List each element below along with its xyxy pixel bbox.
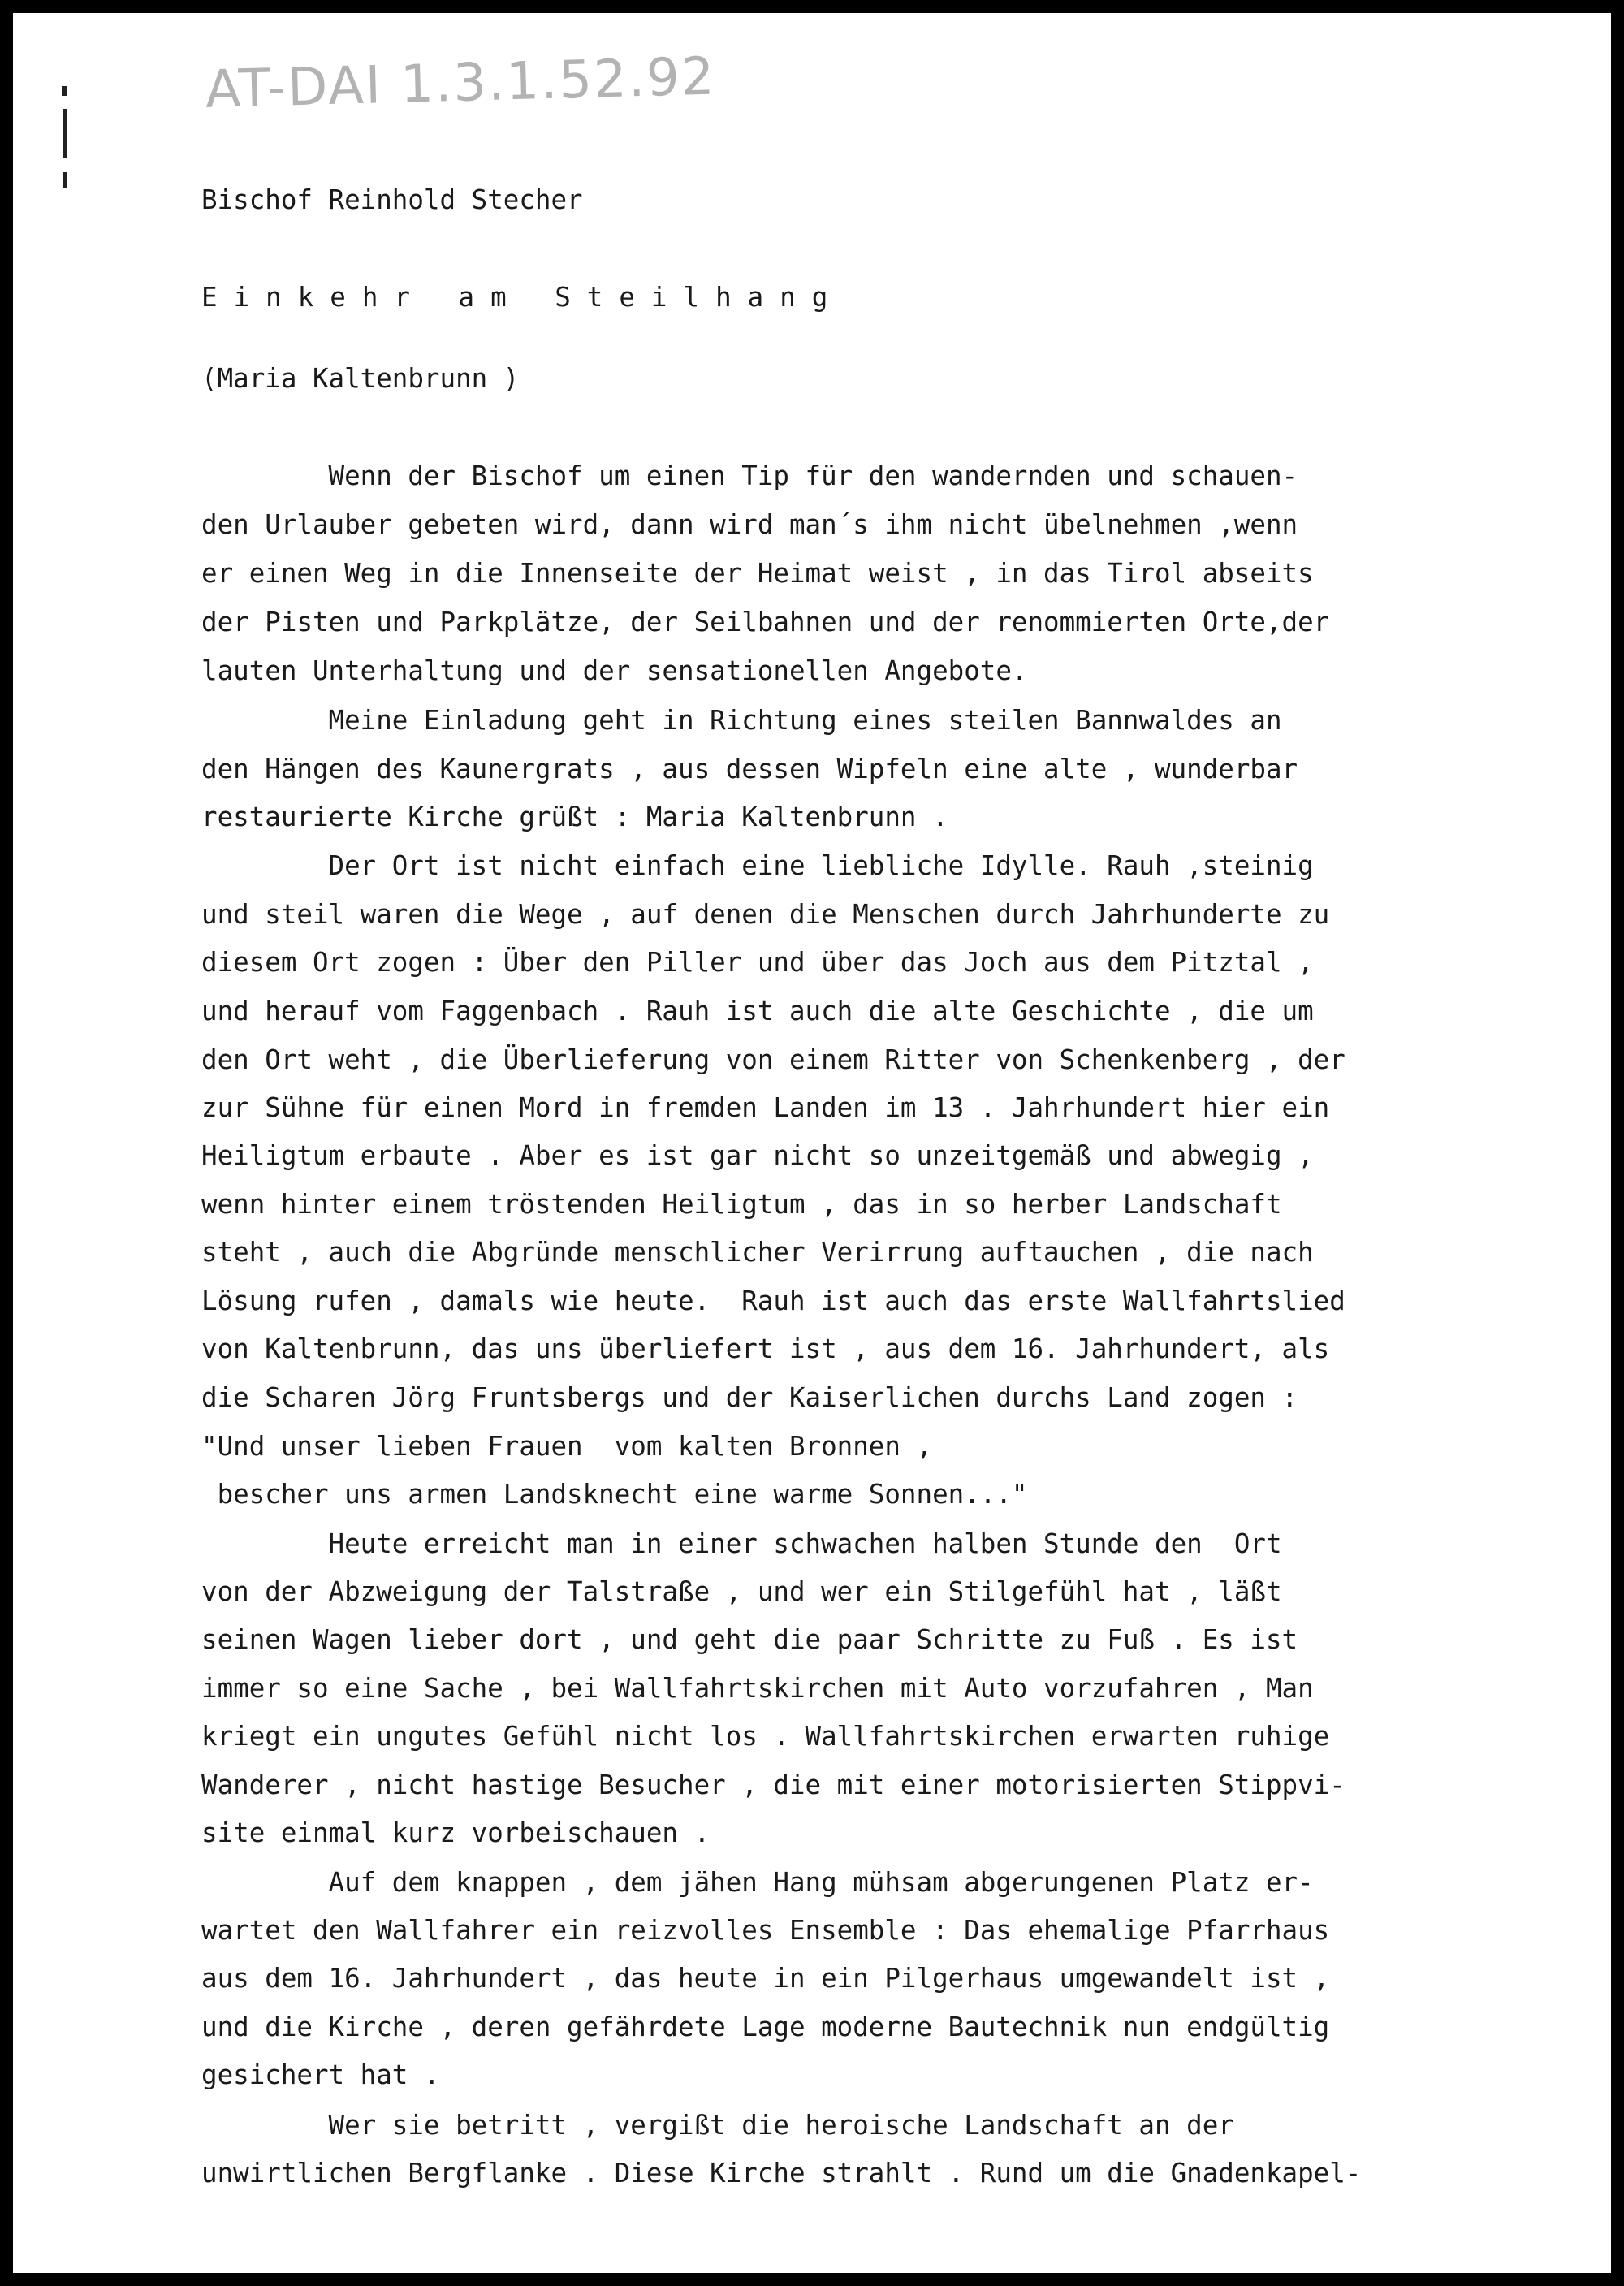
body-line: steht , auch die Abgründe menschlicher Verirrung auftauchen , die nach — [201, 1237, 1314, 1268]
body-line: Heute erreicht man in einer schwachen halben Stunde den Ort — [201, 1528, 1282, 1559]
body-line: Lösung rufen , damals wie heute. Rauh ist auch das erste Wallfahrtslied — [201, 1286, 1345, 1316]
margin-mark — [62, 86, 67, 96]
author-line: Bischof Reinhold Stecher — [201, 184, 583, 215]
body-line: bescher uns armen Landsknecht eine warme Sonnen..." — [201, 1479, 1028, 1510]
body-line: den Ort weht , die Überlieferung von einem Ritter von Schenkenberg , der — [201, 1044, 1345, 1075]
document-text — [201, 13, 1598, 2189]
body-line: und die Kirche , deren gefährdete Lage moderne Bautechnik nun endgültig — [201, 2012, 1330, 2042]
body-line: Wer sie betritt , vergißt die heroische Landschaft an der — [201, 2110, 1234, 2141]
body-line: Auf dem knappen , dem jähen Hang mühsam abgerungenen Platz er- — [201, 1867, 1314, 1898]
body-line: er einen Weg in die Innenseite der Heimat weist , in das Tirol abseits — [201, 558, 1314, 589]
body-line: immer so eine Sache , bei Wallfahrtskirchen mit Auto vorzufahren , Man — [201, 1673, 1314, 1704]
body-line: und steil waren die Wege , auf denen die Menschen durch Jahrhunderte zu — [201, 899, 1330, 930]
archive-signature: AT-DAI 1.3.1.52.92 — [205, 46, 717, 120]
body-line: wartet den Wallfahrer ein reizvolles Ensemble : Das ehemalige Pfarrhaus — [201, 1915, 1330, 1946]
body-line: "Und unser lieben Frauen vom kalten Bronnen , — [201, 1431, 933, 1462]
margin-mark — [63, 109, 67, 158]
body-line: den Urlauber gebeten wird, dann wird man´s ihm nicht übelnehmen ,wenn — [201, 509, 1298, 540]
body-line: und herauf vom Faggenbach . Rauh ist auch die alte Geschichte , die um — [201, 996, 1314, 1026]
document-title: Einkehr am Steilhang — [201, 282, 844, 313]
body-line: site einmal kurz vorbeischauen . — [201, 1817, 710, 1848]
body-line: unwirtlichen Bergflanke . Diese Kirche strahlt . Rund um die Gnadenkapel- — [201, 2158, 1362, 2189]
body-line: Der Ort ist nicht einfach eine liebliche Idylle. Rauh ,steinig — [201, 850, 1314, 881]
body-line: diesem Ort zogen : Über den Piller und über das Joch aus dem Pitztal , — [201, 947, 1314, 978]
body-line: zur Sühne für einen Mord in fremden Landen im 13 . Jahrhundert hier ein — [201, 1092, 1330, 1123]
margin-mark — [63, 172, 67, 188]
body-line: den Hängen des Kaunergrats , aus dessen Wipfeln eine alte , wunderbar — [201, 754, 1298, 784]
body-line: Wanderer , nicht hastige Besucher , die mit einer motorisierten Stippvi- — [201, 1770, 1345, 1800]
typewritten-page — [13, 13, 1611, 2273]
document-subtitle: (Maria Kaltenbrunn ) — [201, 363, 520, 394]
body-line: der Pisten und Parkplätze, der Seilbahnen und der renommierten Orte,der — [201, 607, 1330, 637]
body-line: aus dem 16. Jahrhundert , das heute in ein Pilgerhaus umgewandelt ist , — [201, 1963, 1330, 1994]
body-line: wenn hinter einem tröstenden Heiligtum , das in so herber Landschaft — [201, 1189, 1282, 1220]
body-line: lauten Unterhaltung und der sensationellen Angebote. — [201, 655, 1028, 686]
body-line: seinen Wagen lieber dort , und geht die paar Schritte zu Fuß . Es ist — [201, 1624, 1298, 1655]
body-line: Heiligtum erbaute . Aber es ist gar nicht so unzeitgemäß und abwegig , — [201, 1140, 1314, 1171]
body-line: restaurierte Kirche grüßt : Maria Kaltenbrunn . — [201, 802, 948, 832]
body-line: die Scharen Jörg Fruntsbergs und der Kaiserlichen durchs Land zogen : — [201, 1382, 1298, 1413]
body-line: von der Abzweigung der Talstraße , und wer ein Stilgefühl hat , läßt — [201, 1576, 1282, 1607]
body-line: Meine Einladung geht in Richtung eines steilen Bannwaldes an — [201, 705, 1282, 736]
body-line: Wenn der Bischof um einen Tip für den wandernden und schauen- — [201, 460, 1298, 491]
body-line: von Kaltenbrunn, das uns überliefert ist , aus dem 16. Jahrhundert, als — [201, 1333, 1330, 1364]
body-line: gesichert hat . — [201, 2059, 440, 2090]
body-line: kriegt ein ungutes Gefühl nicht los . Wallfahrtskirchen erwarten ruhige — [201, 1721, 1330, 1752]
